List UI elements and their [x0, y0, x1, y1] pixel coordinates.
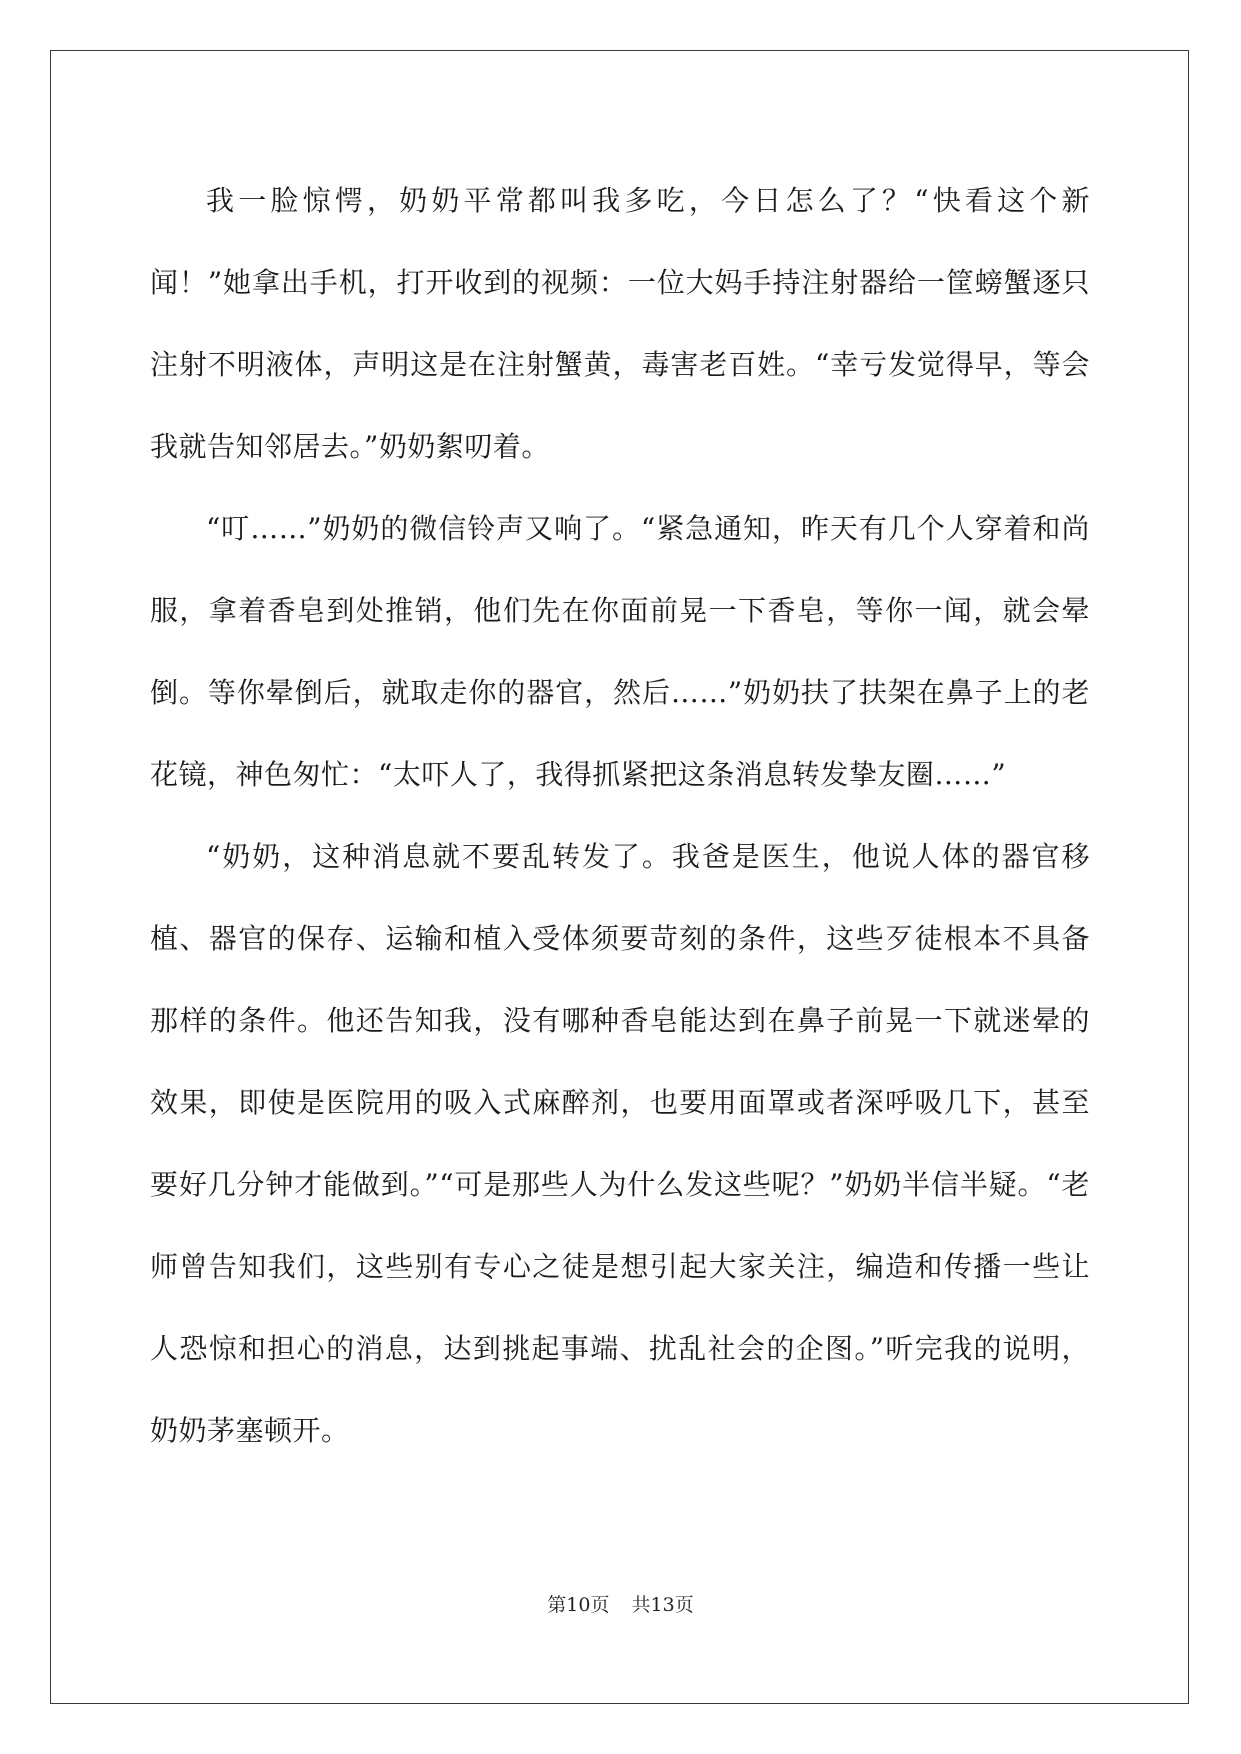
paragraph-3: “奶奶，这种消息就不要乱转发了。我爸是医生，他说人体的器官移植、器官的保存、运输和植入受体须要苛刻的条件，这些歹徒根本不具备那样的条件。他还告知我，没有哪种香皂能达到在鼻子前晃一下就迷晕的效果，即使是医院用的吸入式麻醉剂，也要用面罩或者深呼吸几下，甚至要好几分钟才能做到。”“可是那些人为什么发这些呢？”奶奶半信半疑。“老师曾告知我们，这些别有专心之徒是想引起大家关注，编造和传播一些让人恐惊和担心的消息，达到挑起事端、扰乱社会的企图。”听完我的说明，奶奶茅塞顿开。 — [150, 840, 1090, 1447]
paragraph-2: “叮……”奶奶的微信铃声又响了。“紧急通知，昨天有几个人穿着和尚服，拿着香皂到处推销，他们先在你面前晃一下香皂，等你一闻，就会晕倒。等你晕倒后，就取走你的器官，然后……”奶奶扶了扶架在鼻子上的老花镜，神色匆忙：“太吓人了，我得抓紧把这条消息转发挚友圈……” — [150, 512, 1090, 791]
page-footer — [0, 1590, 1241, 1617]
page-total: 共13页 — [631, 1594, 694, 1616]
page-number: 第10页 — [547, 1594, 610, 1616]
document-body — [150, 160, 1090, 1472]
paragraph-1: 我一脸惊愕，奶奶平常都叫我多吃，今日怎么了？“快看这个新闻！”她拿出手机，打开收到的视频：一位大妈手持注射器给一筐螃蟹逐只注射不明液体，声明这是在注射蟹黄，毒害老百姓。“幸亏发觉得早，等会我就告知邻居去。”奶奶絮叨着。 — [150, 184, 1090, 463]
